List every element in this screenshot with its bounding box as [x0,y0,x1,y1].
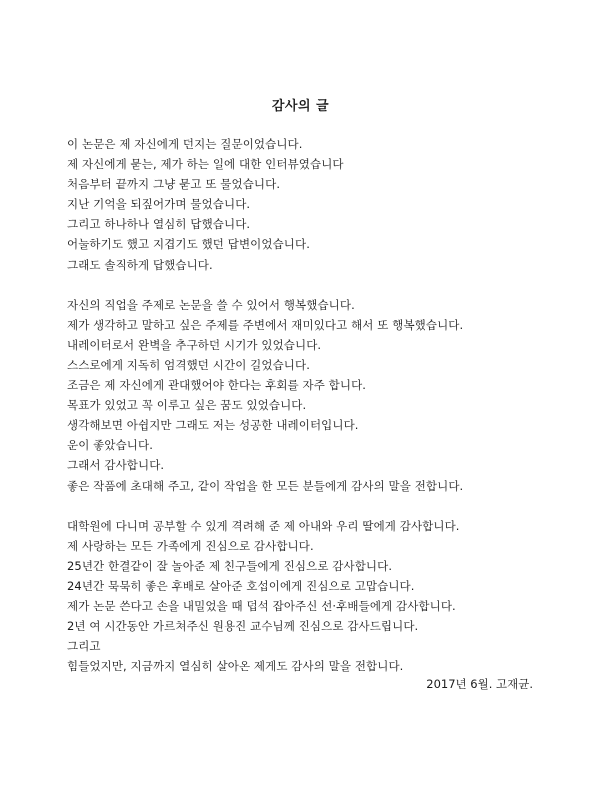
text-line: 지난 기억을 되짚어가며 물었습니다. [67,197,251,212]
letter-body [67,134,547,676]
text-line: 제가 논문 쓴다고 손을 내밀었을 때 덥석 잡아주신 선·후배들에게 감사합니다. [67,598,456,613]
text-line: 24년간 묵묵히 좋은 후배로 살아준 호섭이에게 진심으로 고맙습니다. [67,578,415,593]
text-line: 운이 좋았습니다. [67,438,153,453]
text-line: 목표가 있었고 꼭 이루고 싶은 꿈도 있었습니다. [67,398,307,413]
text-line: 자신의 직업을 주제로 논문을 쓸 수 있어서 행복했습니다. [67,297,355,312]
page-title: 감사의 글 [271,99,330,114]
text-line: 제 자신에게 묻는, 제가 하는 일에 대한 인터뷰였습니다 [67,157,344,172]
text-line: 그래도 솔직하게 답했습니다. [67,257,213,272]
text-line: 어눌하기도 했고 지겹기도 했던 답변이었습니다. [67,237,310,252]
text-line: 힘들었지만, 지금까지 열심히 살아온 제게도 감사의 말을 전합니다. [67,659,404,674]
paragraph-1 [67,134,547,275]
paragraph-3 [67,516,547,677]
paragraph-2 [67,295,547,496]
text-line: 생각해보면 아쉽지만 그래도 저는 성공한 내레이터입니다. [67,418,359,433]
text-line: 그래서 감사합니다. [67,458,165,473]
text-line: 대학원에 다니며 공부할 수 있게 격려해 준 제 아내와 우리 딸에게 감사합니다. [67,518,460,533]
text-line: 처음부터 끝까지 그냥 묻고 또 물었습니다. [67,177,281,192]
text-line: 조금은 제 자신에게 관대했어야 한다는 후회를 자주 합니다. [67,378,367,393]
text-line: 그리고 하나하나 열심히 답했습니다. [67,217,251,232]
text-line: 제가 생각하고 말하고 싶은 주제를 주변에서 재미있다고 해서 또 행복했습니다. [67,317,464,332]
text-line: 25년간 한결같이 잘 놀아준 제 친구들에게 진심으로 감사합니다. [67,558,393,573]
text-line: 스스로에게 지독히 엄격했던 시간이 길었습니다. [67,357,310,372]
text-line: 제 사랑하는 모든 가족에게 진심으로 감사합니다. [67,538,314,553]
text-line: 좋은 작품에 초대해 주고, 같이 작업을 한 모든 분들에게 감사의 말을 전합니다. [67,478,464,493]
text-line: 이 논문은 제 자신에게 던지는 질문이었습니다. [67,137,303,151]
text-line: 그리고 [67,639,101,654]
signature-date: 2017년 6월. 고재균. [426,677,533,691]
text-line: 2년 여 시간동안 가르쳐주신 원용진 교수님께 진심으로 감사드립니다. [67,619,419,634]
text-line: 내레이터로서 완벽을 추구하던 시기가 있었습니다. [67,337,322,352]
